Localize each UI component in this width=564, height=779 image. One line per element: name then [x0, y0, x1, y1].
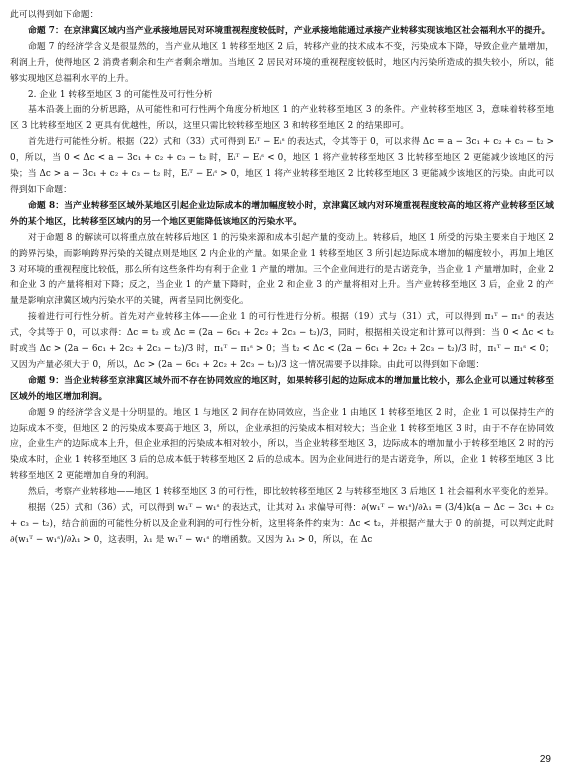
- paragraph-3: 命题 7 的经济学含义是很显然的，当产业从地区 1 转移至地区 2 后，转移产业的技术成本不变，污染成本下降，导致企业产量增加，利润上升，使得地区 2 消费者剩余和生产者剩余增加。当地区 2 居民对环境的重视程度较低时，地区内污染所造成的损失较小，所以，能够实现地区总福利水平的上升。: [10, 41, 554, 84]
- page-number: 29: [539, 754, 551, 765]
- body-text: [10, 8, 554, 549]
- paragraph-9: 接着进行可行性分析。首先对产业转移主体——企业 1 的可行性进行分析。根据（19）式与（31）式，可以得到 π₁ᵀ − π₁ˢ 的表达式，令其等于 0，可以求得：Δc = t₂ 或 Δc = (2a − 6c₁ + 2c₂ + 2c₃ − t₂)/3，同时，根据相关设定和计算可以得到：当 0 < Δc < t₂ 时或当 Δc > (2a − 6c₁ + 2c₂ + 2c₃ − t₂)/3 时，π₁ᵀ − π₁ˢ > 0；当 t₂ < Δc < (2a − 6c₁ + 2c₂ + 2c₃ − t₂)/3 时，π₁ᵀ − π₁ˢ < 0；又因为产量必须大于 0，所以，Δc > (2a − 6c₁ + 2c₂ + 2c₃ − t₂)/3 这一情况需要予以排除。由此可以得到如下命题：: [10, 312, 554, 370]
- proposition-9: 命题 9：当企业转移至京津冀区域外而不存在协同效应的地区时，如果转移引起的边际成本的增加量比较小，那么企业可以通过转移至区域外的地区增加利润。: [10, 375, 554, 402]
- paragraph-5: 基本沿袭上面的分析思路，从可能性和可行性两个角度分析地区 1 的产业转移至地区 3 的条件。产业转移至地区 3，意味着转移至地区 3 比转移至地区 2 更具有优越性，所以，这里只需比较转移至地区 3 和转移至地区 2 的结果即可。: [10, 105, 554, 132]
- section-heading: 2. 企业 1 转移至地区 3 的可能性及可行性分析: [28, 89, 213, 100]
- paragraph-13: 根据（25）式和（36）式，可以得到 w₁ᵀ − w₁ˢ 的表达式，让其对 λ₁ 求偏导可得：∂(w₁ᵀ − w₁ˢ)/∂λ₁ = (3/4)k(a − Δc − 3c₁ + c₂ + c₃ − t₂)，结合前面的可能性分析以及企业利润的可行性分析，这里将条件约束为：Δc < t₂，并根据产量大于 0 的前提，可以判定此时 ∂(w₁ᵀ − w₁ˢ)/∂λ₁ > 0，这表明，λ₁ 是 w₁ᵀ − w₁ˢ 的增函数。又因为 λ₁ > 0，所以，在 Δc: [10, 503, 554, 545]
- paragraph-6: 首先进行可能性分析。根据（22）式和（33）式可得到 Eᵢᵀ − Eᵢˢ 的表达式，令其等于 0，可以求得 Δc = a − 3c₁ + c₂ + c₃ − t₂ > 0，所以，当 0 < Δc < a − 3c₁ + c₂ + c₃ − t₂ 时，Eᵢᵀ − Eᵢˢ < 0，地区 1 将产业转移至地区 3 比转移至地区 2 更能减少该地区的污染；当 Δc > a − 3c₁ + c₂ + c₃ − t₂ 时，Eᵢᵀ − Eᵢˢ > 0，地区 1 将产业转移至地区 2 比转移至地区 3 更能减少该地区的污染。由此可以得到如下命题：: [10, 137, 554, 195]
- paragraph-12: 然后，考察产业转移地——地区 1 转移至地区 3 的可行性，即比较转移至地区 2 与转移至地区 3 后地区 1 社会福利水平变化的差异。: [28, 487, 554, 498]
- paragraph-1: 此可以得到如下命题：: [10, 10, 99, 20]
- paragraph-8: 对于命题 8 的解读可以将重点放在转移后地区 1 的污染来源和成本引起产量的变动上。转移后，地区 1 所受的污染主要来自于地区 2 的跨界污染，而影响跨界污染的关键点则是地区 2 内企业的产量。如果企业 1 转移至地区 3 所引起边际成本增加的幅度较小，再加上地区 3 对环境的重视程度比较低，那么所有这些条件均有利于企业 1 产量的增加。三个企业间进行的是古诺竞争，当企业 1 产量增加时，企业 2 和企业 3 的产量将相对下降；反之，当企业 1 的产量下降时，企业 2 和企业 3 的产量将相对上升。当产业转移至地区 3 后，企业 2 的产量是影响京津冀区域内污染水平的关键，两者呈同比例变化。: [10, 232, 554, 307]
- paragraph-11: 命题 9 的经济学含义是十分明显的。地区 1 与地区 2 间存在协同效应，当企业 1 由地区 1 转移至地区 2 时，企业 1 可以保持生产的边际成本不变，但地区 2 的污染成本要高于地区 3，所以，企业承担的污染成本相对较大；当企业 1 转移至地区 3 时，由于不存在协同效应，企业生产的边际成本上升，但企业承担的污染成本相对较小，所以，当企业转移至地区 3，边际成本的增加量小于转移至地区 2 时的污染成本时，企业 1 转移至地区 3 后的总成本低于转移至地区 2 后的总成本。因为企业间进行的是古诺竞争，所以，企业 1 转移至地区 3 比转移至地区 2 更能增加自身的利润。: [10, 407, 554, 482]
- proposition-7: 命题 7：在京津冀区域内当产业承接地居民对环境重视程度较低时，产业承接地能通过承接产业转移实现该地区社会福利水平的提升。: [28, 25, 551, 36]
- proposition-8: 命题 8：当产业转移至区域外某地区引起企业边际成本的增加幅度较小时，京津冀区域内对环境重视程度较高的地区将产业转移至区域外的某个地区，比转移至区域内的另一个地区更能降低该地区的污染水平。: [10, 200, 554, 227]
